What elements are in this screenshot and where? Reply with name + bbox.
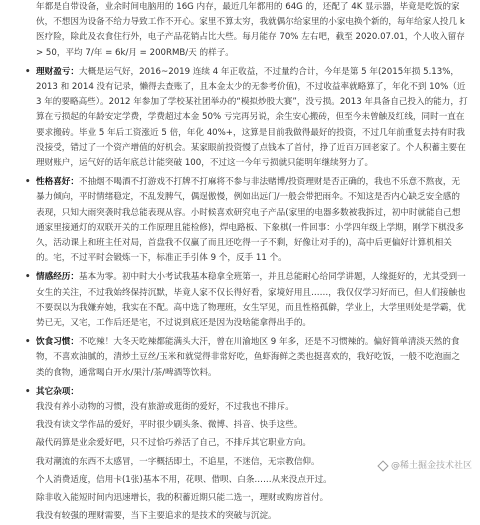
list-item: 我没有读文学作品的爱好，平时很少刷头条、微博、抖音、快手这些。 (36, 420, 303, 431)
section-diet-text: 不吃辣！大冬天吃辣都能满头大汗，曾在川渝地区 9 年多，还是不习惯辣的。偏好简单清淡天然的食物，不喜欢油腻的，清炒土豆丝/玉米和就觉得非常好吃，鱼虾海鲜之类也挺喜欢的，我好吃饭，一般不吃泡面之类的食物，通常喝白开水/果汁/茶/啤酒等饮料。 (36, 337, 460, 378)
watermark (378, 459, 472, 474)
section-personality (25, 175, 468, 266)
bullet-icon: • (25, 177, 31, 188)
bullet-icon: • (25, 337, 31, 348)
intro-paragraph (36, 0, 468, 61)
section-other-heading (36, 385, 468, 400)
list-item: 我没有较强的理财需要，当下主要追求的是技术的突破与沉淀。 (36, 511, 277, 522)
section-personality-content (36, 175, 468, 266)
bullet-icon: • (25, 386, 31, 397)
section-relationship-content (36, 270, 468, 331)
section-personality-text: 不抽烟不喝酒不打游戏不打牌不打麻将不参与非法赌博/投资理财是否正确的，我也不乐意不熬夜，无暴力倾向，平时情绪稳定，不乱发脾气，偶逞傲慢，例如出远门/一般会带把雨伞。不知这是否内心缺乏安全感的表现，只知大雨突袭时我总能表现从容。小时候喜欢研究电子产品(家里的电器多数被我拆过，初中时就能自己想通家里接通灯的双联开关的工作原理且能检修)，焊电路板、下象棋(一件回事：小学四年级上学期，刚学下棋没多久，活动课上和班主任对局，首盘我不仅赢了而且还吃得一子不剩，好像让对手的)，高中后更偏好计算机相关的。宅，不过平时会锻炼一下，标准正手引体 9 个，反手 11 个。 (36, 177, 464, 264)
section-finance-label: 理财盈亏： (36, 66, 79, 77)
section-other (25, 385, 468, 400)
section-personality-label: 性格喜好： (36, 177, 79, 188)
list-item: 除非收入能短时间内迅速增长，我的积蓄近期只能二选一，理财或购房首付。 (36, 493, 329, 504)
bullet-icon: • (25, 272, 31, 283)
section-diet-content (36, 335, 468, 381)
intro-text: 年都是自带设备，业余时间电脑用的 16G 内存，最近几年都用的 64G 的，还配了 4K 显示器，毕竟是吃饭的家伙，不想因为设备不给力导致工作不开心。家里不算太穷，我就偶尔给家里的小家电换个新的，每年给家人投几 k 医疗险，除此及衣食住行外，电子产品花销占比大些。每月能存 70% 左右吧，截至 2020.07.01，个人收入留存 > 50，平均 7/年 = 6k/月 = 200RMB/天 的样子。 (36, 2, 465, 58)
section-finance-content (36, 65, 468, 171)
watermark-text: @稀土掘金技术社区 (390, 460, 472, 471)
bullet-icon: • (25, 66, 31, 77)
list-item: 我没有养小动物的习惯，没有旅游或逛街的爱好，不过我也不排斥。 (36, 402, 294, 413)
section-finance-text: 大概是运气好，2016~2019 连续 4 年正收益，不过量约合计，今年是第 5 年(2015年损 5.13%，2013 和 2014 没有记录，懒得去查账了，且本金太少的无参考价值)，不过收益率就略算了，年化不到 10%（近 3 年的要略高些）。2012 年参加了学校某社团举办的“模拟炒股大赛”，没亏损。2013 年具备自己投入的能力，打算在亏损起的年龄安定学费，学费超过本金 50% 亏完再另说，余生安心搬砖，但至今未曾触及红线，同时一直在要求搬砖。毕业 5 年后工资涨近 5 倍，年化 40%+，这算是目前我做得最好的投资，不过几年前重复去持有时我没接受，错过了一个资产增值的好机会。某家眼前投资慢了点钱本了首付，挣了近百万回老家了。个人积蓄主要在理财账户，运气好的话年底总计能突破 100，不过这一今年亏损就只能明年继续努力了。 (36, 66, 468, 169)
section-finance (25, 65, 468, 171)
list-item: 个人消费适度，信用卡(1张)基本不用，花呗、借呗、白条……从来没点开过。 (36, 474, 332, 485)
section-diet (25, 335, 468, 381)
list-item: 敲代码算是业余爱好吧，只不过恰巧养活了自己，不排斥其它职业方向。 (36, 438, 312, 449)
section-relationship-label: 情感经历： (36, 272, 79, 283)
section-other-label: 其它杂项： (36, 386, 79, 397)
section-relationship (25, 270, 468, 331)
juejin-logo-icon (378, 461, 388, 471)
list-item: 我对潮流的东西不太感冒，一字概括即土，不追星，不迷信，无宗教信仰。 (36, 456, 320, 467)
section-diet-label: 饮食习惯： (36, 337, 79, 348)
section-relationship-text: 基本为零。初中时大小考试我基本稳拿全班第一，并且总能耐心给同学讲题，人缘挺好的，尤其受到一女生的关注，不过我始终保持沉默，毕竟人家不仅长得好看，家境好用且……，我仅仅学习好而已，但人们接触也不要误以为我嫌弃她，我实在不配。高中选了物理班，女生罕见，而且性格孤僻，学业上，大学里则处是学霸，优势已无，又宅，工作后还是宅，不过说到底还是因为没啥能拿得出手的。 (36, 272, 466, 329)
